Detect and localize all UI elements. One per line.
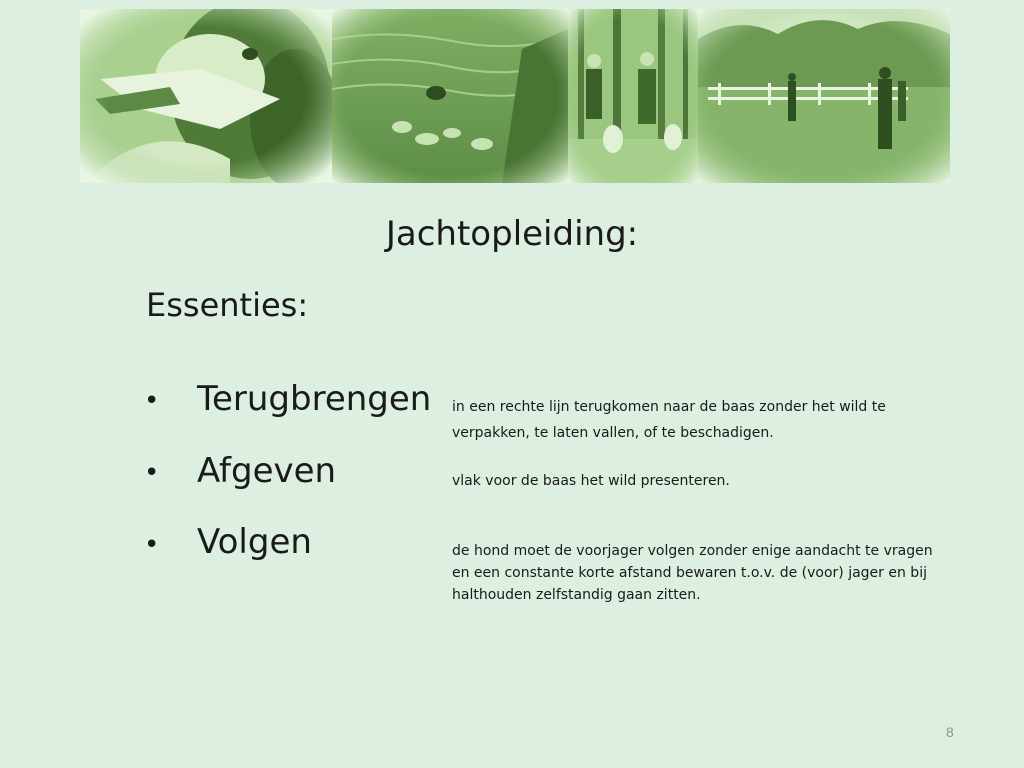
description-terugbrengen: in een rechte lijn terugkomen naar de baas zonder het wild te verpakken, te laten vallen, of te beschadigen. xyxy=(452,399,886,441)
slide-subtitle: Essenties: xyxy=(146,286,309,324)
page-number: 8 xyxy=(946,724,954,740)
bullet-marker: • xyxy=(144,530,160,560)
bullet-marker: • xyxy=(144,386,160,416)
training-field-with-fence-photo xyxy=(698,9,950,183)
dog-swimming-in-water-photo xyxy=(332,9,568,183)
slide-title: Jachtopleiding: xyxy=(385,214,639,254)
dog-retrieving-duck-photo xyxy=(80,9,332,183)
bullet-marker: • xyxy=(144,458,160,488)
term-terugbrengen: Terugbrengen xyxy=(197,379,432,419)
term-volgen: Volgen xyxy=(197,522,312,562)
description-afgeven: vlak voor de baas het wild presenteren. xyxy=(452,473,730,489)
photo-banner xyxy=(80,9,950,183)
description-volgen: de hond moet de voorjager volgen zonder enige aandacht te vragen en een constante korte afstand bewaren t.o.v. de (voor) jager en bij halthouden zelfstandig gaan zitten. xyxy=(452,543,933,603)
handlers-with-dogs-in-woods-photo xyxy=(568,9,698,183)
term-afgeven: Afgeven xyxy=(197,451,337,491)
